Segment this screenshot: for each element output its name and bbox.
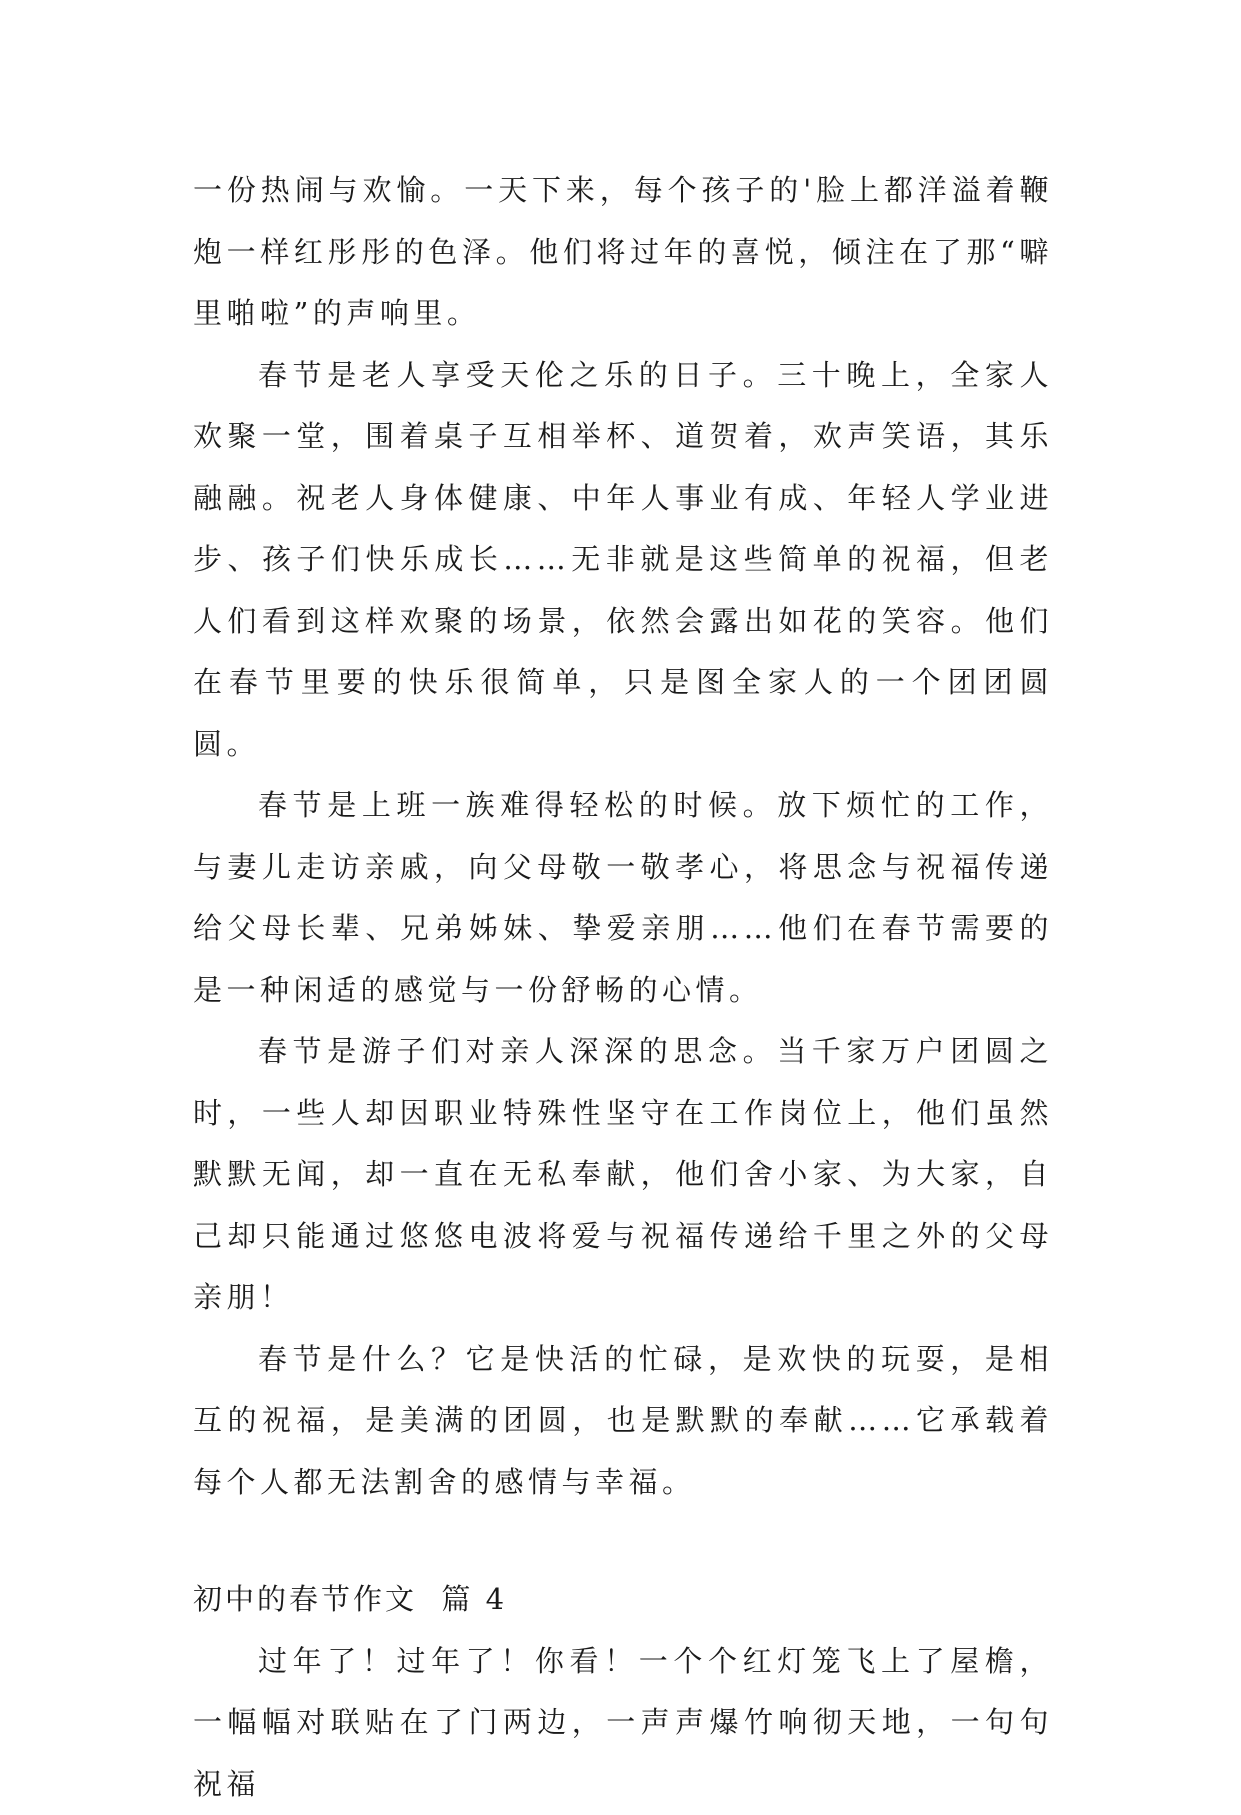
document-body	[193, 160, 1053, 1815]
paragraph-elders: 春节是老人享受天伦之乐的日子。三十晚上，全家人欢聚一堂，围着桌子互相举杯、道贺着，欢声笑语，其乐融融。祝老人身体健康、中年人事业有成、年轻人学业进步、孩子们快乐成长……无非就是这些简单的祝福，但老人们看到这样欢聚的场景，依然会露出如花的笑容。他们在春节里要的快乐很简单，只是图全家人的一个团团圆圆。	[193, 345, 1053, 776]
paragraph-workers: 春节是上班一族难得轻松的时候。放下烦忙的工作，与妻儿走访亲戚，向父母敬一敬孝心，将思念与祝福传递给父母长辈、兄弟姊妹、挚爱亲朋……他们在春节需要的是一种闲适的感觉与一份舒畅的心情。	[193, 775, 1053, 1021]
paragraph-conclusion: 春节是什么？它是快活的忙碌，是欢快的玩耍，是相互的祝福，是美满的团圆，也是默默的奉献……它承载着每个人都无法割舍的感情与幸福。	[193, 1329, 1053, 1514]
section-title: 初中的春节作文 篇 4	[193, 1569, 1053, 1631]
paragraph-continued: 一份热闹与欢愉。一天下来，每个孩子的'脸上都洋溢着鞭炮一样红彤彤的色泽。他们将过年的喜悦，倾注在了那“噼里啪啦”的声响里。	[193, 160, 1053, 345]
paragraph-section4-start: 过年了！过年了！你看！一个个红灯笼飞上了屋檐，一幅幅对联贴在了门两边，一声声爆竹响彻天地，一句句祝福	[193, 1631, 1053, 1815]
paragraph-travelers: 春节是游子们对亲人深深的思念。当千家万户团圆之时，一些人却因职业特殊性坚守在工作岗位上，他们虽然默默无闻，却一直在无私奉献，他们舍小家、为大家，自己却只能通过悠悠电波将爱与祝福传递给千里之外的父母亲朋！	[193, 1021, 1053, 1329]
